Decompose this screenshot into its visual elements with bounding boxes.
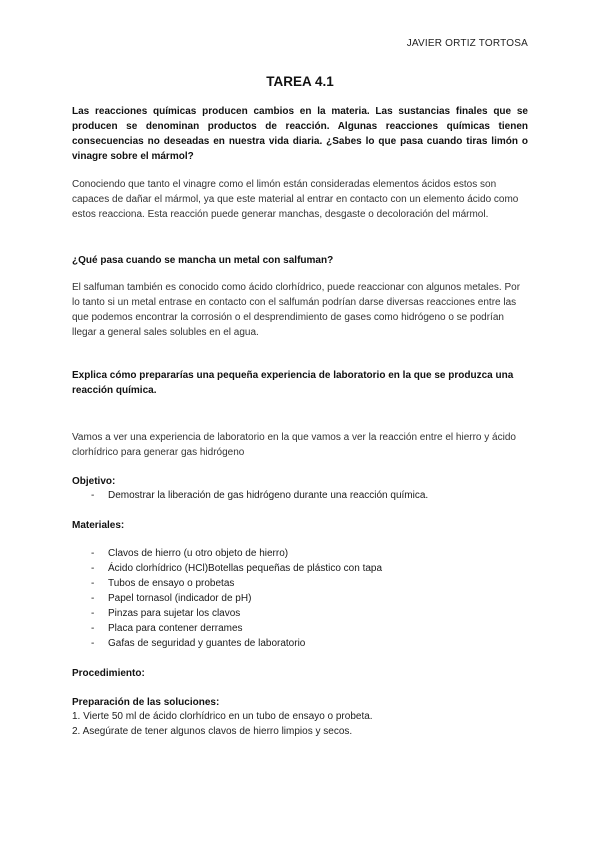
list-item: - Placa para contener derrames [72,621,528,636]
question-2: ¿Qué pasa cuando se mancha un metal con salfuman? [72,255,334,266]
answer-3: Vamos a ver una experiencia de laboratorio en la que vamos a ver la reacción entre el hierro y ácido clorhídrico para generar gas hidrógeno [72,432,516,458]
list-item: - Ácido clorhídrico (HCl)Botellas pequeñas de plástico con tapa [72,561,528,576]
list-item: - Demostrar la liberación de gas hidrógeno durante una reacción química. [72,488,528,503]
step-item: 1. Vierte 50 ml de ácido clorhídrico en un tubo de ensayo o probeta. [72,711,373,722]
question-3: Explica cómo prepararías una pequeña experiencia de laboratorio en la que se produzca una reacción química. [72,370,514,396]
list-item: - Clavos de hierro (u otro objeto de hierro) [72,546,528,561]
answer-2: El salfuman también es conocido como ácido clorhídrico, puede reaccionar con algunos metales. Por lo tanto si un metal entrase en contacto con el salfumán podrían darse diversas reacciones entre las que podemos encontrar la corrosión o el desprendimiento de gases como hidrógeno o se podrían llegar a general sales solubles en el agua. [72,282,521,338]
procedure-heading: Procedimiento: [72,668,145,679]
question-1: Las reacciones químicas producen cambios en la materia. Las sustancias finales que se producen se denominan productos de reacción. Algunas reacciones químicas tienen consecuencias no deseadas en nuestra vida diaria. ¿Sabes lo que pasa cuando tiras limón o vinagre sobre el mármol? [72,106,528,162]
answer-1: Conociendo que tanto el vinagre como el limón están consideradas elementos ácidos estos son capaces de dañar el mármol, ya que este material al entrar en contacto con un elemento ácido como estos reacciona. Esta reacción puede generar manchas, desgaste o decoloración del mármol. [72,179,519,220]
list-item: - Papel tornasol (indicador de pH) [72,591,528,606]
step-item: 2. Asegúrate de tener algunos clavos de hierro limpios y secos. [72,726,353,737]
page-title: TAREA 4.1 [266,74,334,89]
materials-list [72,546,528,651]
preparation-steps [72,709,528,739]
objective-heading: Objetivo: [72,476,116,487]
preparation-heading: Preparación de las soluciones: [72,697,220,708]
objective-list [72,488,528,503]
list-item: - Tubos de ensayo o probetas [72,576,528,591]
list-item: - Pinzas para sujetar los clavos [72,606,528,621]
list-item: - Gafas de seguridad y guantes de laboratorio [72,636,528,651]
author-name: JAVIER ORTIZ TORTOSA [406,38,528,49]
materials-heading: Materiales: [72,520,125,531]
